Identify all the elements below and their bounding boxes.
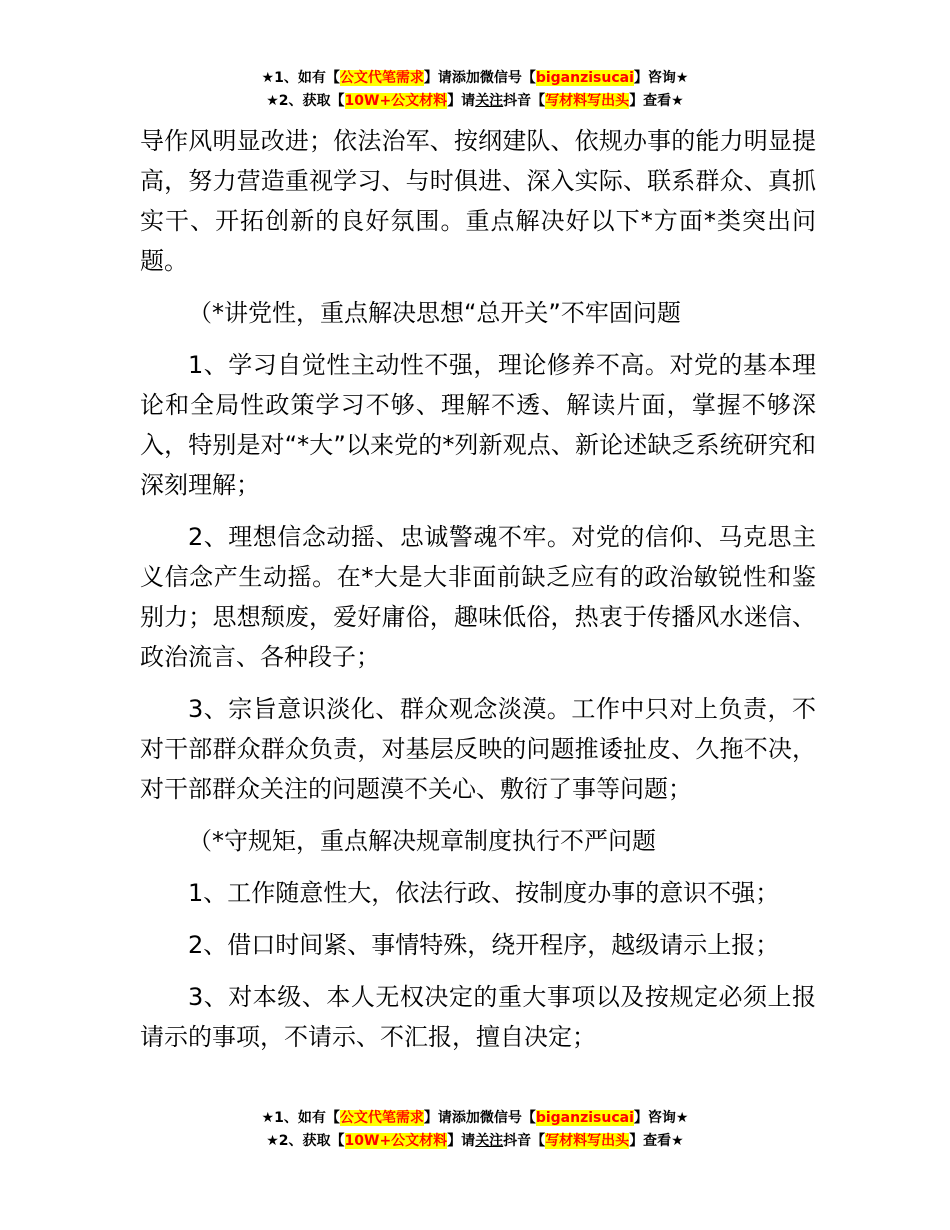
header-banner: [0, 67, 950, 113]
banner-text: ★1、如有【: [261, 70, 340, 86]
banner-text: 】请添加微信号【: [423, 1110, 536, 1126]
banner-text: 抖音【: [503, 93, 546, 109]
list-item: 3、宗旨意识淡化、群众观念淡漠。工作中只对上负责，不对干部群众群众负责，对基层反映的问题推诿扯皮、久拖不决，对干部群众关注的问题漠不关心、敷衍了事等问题；: [140, 695, 816, 803]
banner-line-1: [0, 1107, 950, 1130]
banner-text: 】请添加微信号【: [423, 70, 536, 86]
banner-highlight: 写材料写出头: [545, 1133, 630, 1149]
section-heading: （*守规矩，重点解决规章制度执行不严问题: [188, 827, 656, 855]
footer-banner: [0, 1107, 950, 1153]
banner-text: 】咨询★: [633, 1110, 689, 1126]
banner-text: 】查看★: [629, 1133, 684, 1149]
banner-line-1: [0, 67, 950, 90]
list-item: 3、对本级、本人无权决定的重大事项以及按规定必须上报请示的事项，不请示、不汇报，擅自决定；: [140, 983, 816, 1051]
banner-highlight: 10W+公文材料: [344, 1133, 448, 1149]
banner-text: ★1、如有【: [261, 1110, 340, 1126]
paragraph: 导作风明显改进；依法治军、按纲建队、依规办事的能力明显提高，努力营造重视学习、与时俱进、深入实际、联系群众、真抓实干、开拓创新的良好氛围。重点解决好以下*方面*类突出问题。: [140, 127, 816, 275]
list-item: 2、理想信念动摇、忠诚警魂不牢。对党的信仰、马克思主义信念产生动摇。在*大是大非面前缺乏应有的政治敏锐性和鉴别力；思想颓废，爱好庸俗，趣味低俗，热衷于传播风水迷信、政治流言、各种段子；: [140, 523, 816, 671]
list-item: 1、工作随意性大，依法行政、按制度办事的意识不强；: [188, 879, 780, 907]
banner-highlight: 写材料写出头: [545, 93, 630, 109]
banner-text: ★2、获取【: [266, 93, 345, 109]
banner-underlined: 关注: [475, 93, 504, 109]
banner-text: 】请: [447, 1133, 476, 1149]
banner-underlined: 关注: [475, 1133, 504, 1149]
banner-line-2: [0, 90, 950, 113]
banner-highlight: 公文代笔需求: [339, 1110, 424, 1126]
section-heading: （*讲党性，重点解决思想“总开关”不牢固问题: [188, 299, 681, 327]
banner-text: ★2、获取【: [266, 1133, 345, 1149]
banner-highlight: 10W+公文材料: [344, 93, 448, 109]
list-item: 1、学习自觉性主动性不强，理论修养不高。对党的基本理论和全局性政策学习不够、理解不透、解读片面，掌握不够深入，特别是对“*大”以来党的*列新观点、新论述缺乏系统研究和深刻理解；: [140, 351, 816, 499]
banner-wechat-id: biganzisucai: [535, 70, 634, 86]
banner-text: 】咨询★: [633, 70, 689, 86]
banner-text: 】查看★: [629, 93, 684, 109]
banner-wechat-id: biganzisucai: [535, 1110, 634, 1126]
banner-line-2: [0, 1130, 950, 1153]
list-item: 2、借口时间紧、事情特殊，绕开程序，越级请示上报；: [188, 931, 780, 959]
document-body: [140, 121, 816, 1057]
banner-highlight: 公文代笔需求: [339, 70, 424, 86]
banner-text: 抖音【: [503, 1133, 546, 1149]
banner-text: 】请: [447, 93, 476, 109]
